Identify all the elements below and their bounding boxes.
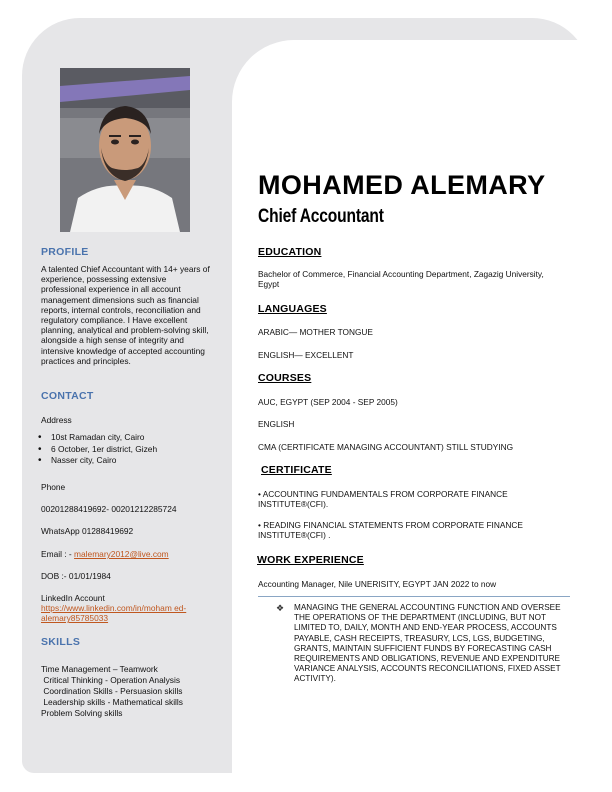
course-item: ENGLISH xyxy=(258,419,295,429)
job-entry: Accounting Manager, Nile UNERISITY, EGYPT JAN 2022 to now xyxy=(258,579,497,589)
phone-value: 00201288419692- 00201212285724 xyxy=(41,504,177,514)
skill-line: Critical Thinking - Operation Analysis xyxy=(41,675,181,685)
courses-heading: COURSES xyxy=(258,372,312,384)
profile-text: A talented Chief Accountant with 14+ years of experience, possessing extensive professional experience in all account management dimensions such as financial reports, internal controls, reconciliation and regulatory compliance. I Have excellent planning, analytical and problem-solving skill, alongside a high sense of integrity and intensive knowledge of accepted accounting practices and principles. xyxy=(41,264,210,366)
course-item: AUC, EGYPT (SEP 2004 - SEP 2005) xyxy=(258,397,398,407)
course-item: CMA (CERTIFICATE MANAGING ACCOUNTANT) STILL STUDYING xyxy=(258,442,514,452)
linkedin-link[interactable]: https://www.linkedin.com/in/moham ed-alemary85785033 xyxy=(41,603,187,624)
person-name: MOHAMED ALEMARY xyxy=(258,170,546,200)
skill-line: Leadership skills - Mathematical skills xyxy=(41,697,183,707)
profile-heading: PROFILE xyxy=(41,246,89,258)
diamond-bullet-icon: ❖ xyxy=(276,603,285,613)
language-item: ENGLISH— EXCELLENT xyxy=(258,350,354,360)
address-label: Address xyxy=(41,415,72,425)
certificate-item: • READING FINANCIAL STATEMENTS FROM CORPORATE FINANCE INSTITUTE®(CFI) . xyxy=(258,520,523,541)
education-text: Bachelor of Commerce, Financial Accounting Department, Zagazig University, Egypt xyxy=(258,269,544,290)
address-item: • 6 October, 1er district, Gizeh xyxy=(38,444,157,456)
work-bullet: MANAGING THE GENERAL ACCOUNTING FUNCTION AND OVERSEE THE OPERATIONS OF THE DEPARTMENT (INCLUDING, BUT NOT LIMITED TO, DAILY, MONTH AND END-YEAR PROCESS, ACCOUNTS PAYABLE, CASH RECEIPTS, TREASURY, LCS, LGS, BUDGETING, GRANTS, MAINTAIN SUFFICIENT FUNDS BY FORECASTING CASH REQUIREMENTS AND OBLIGATIONS, REVENUE AND EXPENDITURE VARIANCE ANALYSIS, ACCOUNTS RECONCILIATIONS, FIXED ASSET ACTIVITY). xyxy=(294,603,561,684)
skill-line: Problem Solving skills xyxy=(41,708,123,718)
linkedin-label: LinkedIn Account xyxy=(41,593,105,603)
contact-heading: CONTACT xyxy=(41,390,94,402)
job-title: Chief Accountant xyxy=(258,206,384,227)
skill-line: Time Management – Teamwork xyxy=(41,664,158,674)
languages-heading: LANGUAGES xyxy=(258,303,327,315)
education-heading: EDUCATION xyxy=(258,246,322,258)
language-item: ARABIC— MOTHER TONGUE xyxy=(258,327,373,337)
email-row xyxy=(41,549,211,559)
certificate-heading: CERTIFICATE xyxy=(261,464,332,476)
email-link[interactable]: malemary2012@live.com xyxy=(74,549,169,559)
dob-value: DOB :- 01/01/1984 xyxy=(41,571,111,581)
profile-photo-illustration xyxy=(60,68,190,232)
certificate-item: • ACCOUNTING FUNDAMENTALS FROM CORPORATE FINANCE INSTITUTE®(CFI). xyxy=(258,489,508,510)
skills-heading: SKILLS xyxy=(41,636,81,648)
address-item: • Nasser city, Cairo xyxy=(38,455,157,467)
skill-line: Coordination Skills - Persuasion skills xyxy=(41,686,183,696)
profile-photo xyxy=(60,68,190,232)
work-experience-heading: WORK EXPERIENCE xyxy=(257,554,364,566)
whatsapp-value: WhatsApp 01288419692 xyxy=(41,526,134,536)
section-divider xyxy=(258,596,570,597)
email-label: Email : - xyxy=(41,549,72,559)
address-list xyxy=(38,432,157,467)
phone-label: Phone xyxy=(41,482,66,492)
address-item: • 10st Ramadan city, Cairo xyxy=(38,432,157,444)
